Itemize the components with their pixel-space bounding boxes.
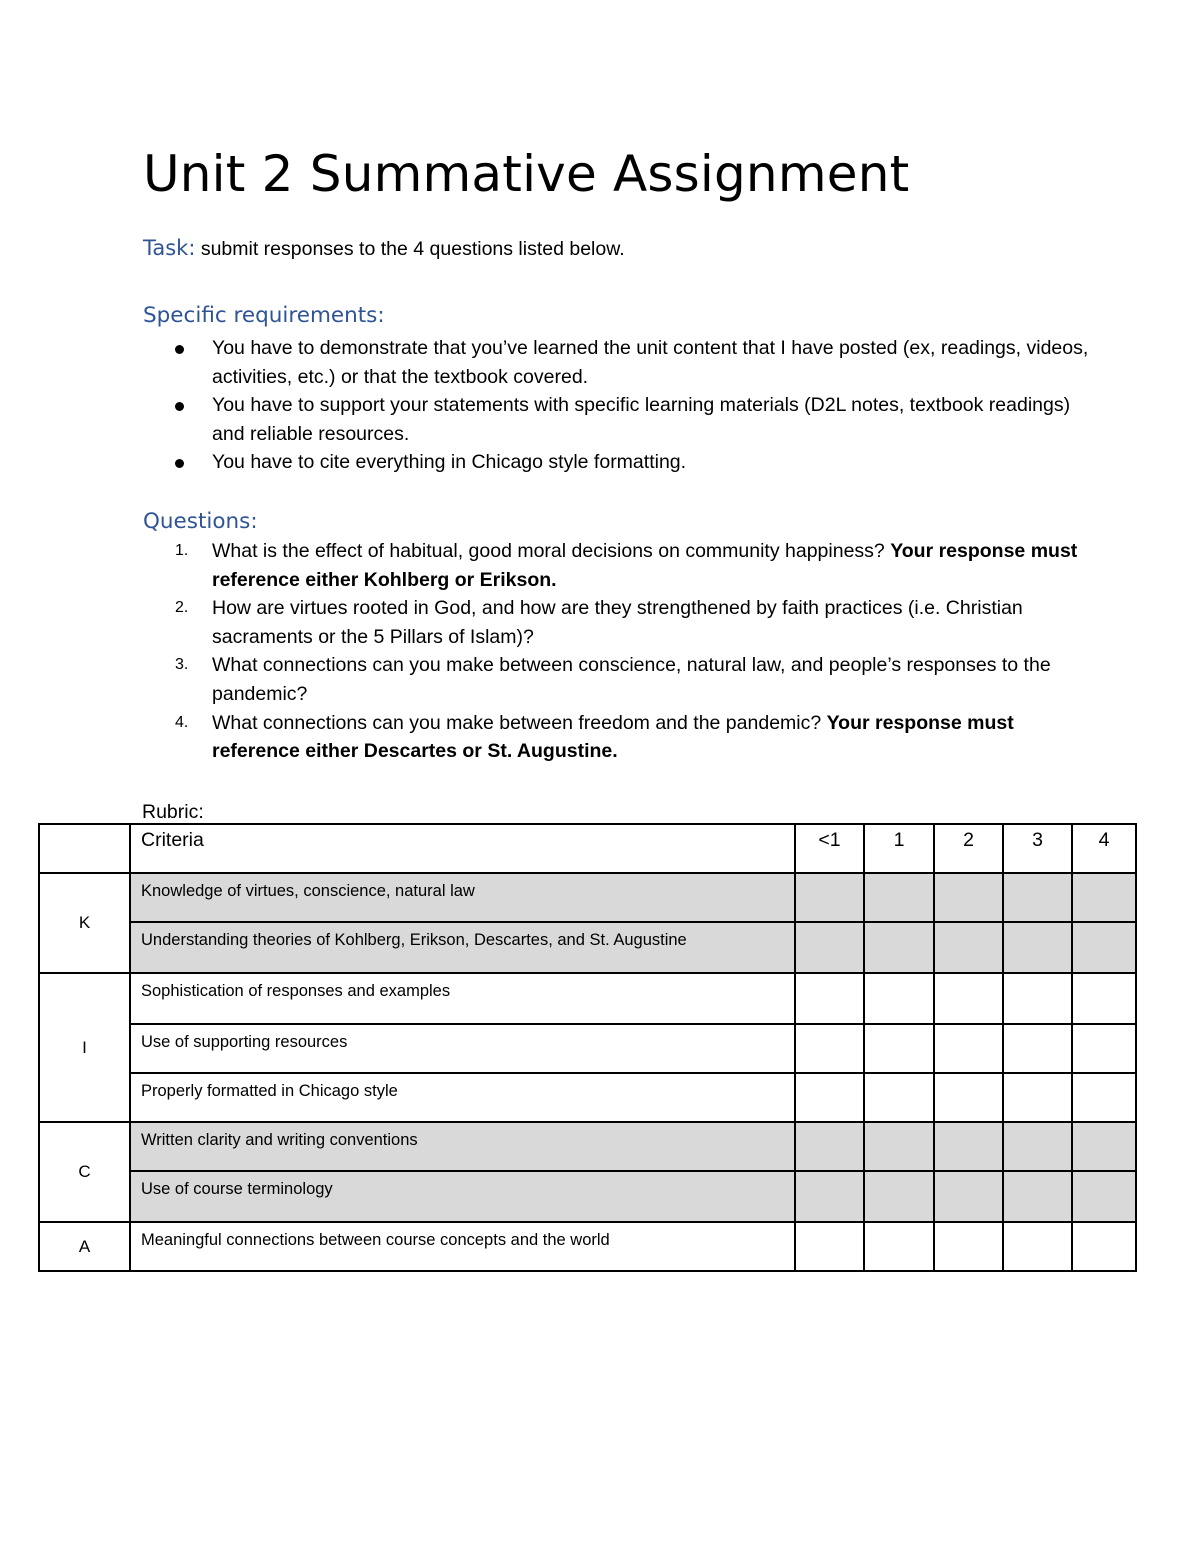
- table-row: [39, 1222, 1136, 1271]
- requirements-list: [212, 334, 1092, 477]
- score-header: 2: [934, 824, 1003, 873]
- score-cell[interactable]: [1003, 1073, 1072, 1122]
- question-text: What connections can you make between conscience, natural law, and people’s responses to the pandemic?: [212, 654, 1051, 705]
- criterion-cell: Meaningful connections between course concepts and the world: [130, 1222, 795, 1271]
- questions-heading: Questions:: [143, 509, 258, 534]
- score-cell[interactable]: [864, 1222, 934, 1271]
- page-title: Unit 2 Summative Assignment: [143, 145, 910, 203]
- score-header: 1: [864, 824, 934, 873]
- question-number: 2.: [175, 599, 189, 617]
- score-cell[interactable]: [1072, 873, 1136, 922]
- empty-cell: [39, 824, 130, 873]
- score-cell[interactable]: [795, 922, 864, 973]
- score-cell[interactable]: [934, 1222, 1003, 1271]
- question-text: What is the effect of habitual, good moral decisions on community happiness?: [212, 540, 891, 562]
- requirement-text: You have to support your statements with specific learning materials (D2L notes, textbook readings) and reliable resources.: [212, 394, 1071, 445]
- score-cell[interactable]: [864, 973, 934, 1024]
- table-row: [39, 1171, 1136, 1222]
- question-number: 4.: [175, 713, 189, 731]
- criterion-cell: Properly formatted in Chicago style: [130, 1073, 795, 1122]
- task-text: submit responses to the 4 questions listed below.: [195, 238, 625, 260]
- score-cell[interactable]: [1072, 1171, 1136, 1222]
- score-cell[interactable]: [934, 973, 1003, 1024]
- bullet-icon: [175, 459, 184, 468]
- list-item: [175, 537, 1092, 594]
- criterion-cell: Use of course terminology: [130, 1171, 795, 1222]
- table-header-row: [39, 824, 1136, 873]
- table-row: [39, 1024, 1136, 1073]
- score-cell[interactable]: [934, 1073, 1003, 1122]
- question-number: 3.: [175, 656, 189, 674]
- category-code: A: [39, 1222, 130, 1271]
- score-cell[interactable]: [864, 1073, 934, 1122]
- category-code: I: [39, 973, 130, 1122]
- score-cell[interactable]: [795, 1073, 864, 1122]
- score-cell[interactable]: [864, 873, 934, 922]
- bullet-icon: [175, 345, 184, 354]
- score-cell[interactable]: [795, 1222, 864, 1271]
- score-cell[interactable]: [1003, 922, 1072, 973]
- criterion-cell: Use of supporting resources: [130, 1024, 795, 1073]
- criterion-cell: Written clarity and writing conventions: [130, 1122, 795, 1171]
- list-item: [212, 391, 1092, 448]
- questions-list: [175, 537, 1092, 766]
- score-cell[interactable]: [1072, 1024, 1136, 1073]
- score-cell[interactable]: [864, 1171, 934, 1222]
- score-cell[interactable]: [934, 1024, 1003, 1073]
- criterion-cell: Understanding theories of Kohlberg, Erikson, Descartes, and St. Augustine: [130, 922, 795, 973]
- score-cell[interactable]: [1003, 1171, 1072, 1222]
- score-cell[interactable]: [1003, 1024, 1072, 1073]
- score-cell[interactable]: [795, 1171, 864, 1222]
- score-cell[interactable]: [795, 1122, 864, 1171]
- score-cell[interactable]: [1072, 922, 1136, 973]
- score-header: 3: [1003, 824, 1072, 873]
- score-cell[interactable]: [934, 1122, 1003, 1171]
- criterion-cell: Knowledge of virtues, conscience, natural law: [130, 873, 795, 922]
- list-item: [175, 651, 1092, 708]
- question-number: 1.: [175, 542, 189, 559]
- score-cell[interactable]: [795, 1024, 864, 1073]
- score-cell[interactable]: [1072, 1222, 1136, 1271]
- question-requirement: Your response must reference either Kohlberg or Erikson.: [212, 540, 1078, 591]
- score-header: <1: [795, 824, 864, 873]
- table-row: [39, 922, 1136, 973]
- question-requirement: Your response must reference either Descartes or St. Augustine.: [212, 711, 1014, 763]
- rubric-label: Rubric:: [142, 801, 204, 823]
- score-cell[interactable]: [1003, 1222, 1072, 1271]
- score-cell[interactable]: [1072, 973, 1136, 1024]
- table-row: [39, 873, 1136, 922]
- question-text: How are virtues rooted in God, and how are they strengthened by faith practices (i.e. Christian sacraments or the 5 Pillars of Islam)?: [212, 597, 1023, 648]
- score-cell[interactable]: [934, 1171, 1003, 1222]
- requirements-heading: Specific requirements:: [143, 303, 385, 328]
- category-code: C: [39, 1122, 130, 1222]
- score-cell[interactable]: [1003, 873, 1072, 922]
- score-cell[interactable]: [934, 922, 1003, 973]
- score-cell[interactable]: [795, 873, 864, 922]
- score-cell[interactable]: [864, 922, 934, 973]
- list-item: [175, 709, 1092, 766]
- criterion-cell: Sophistication of responses and examples: [130, 973, 795, 1024]
- table-row: [39, 973, 1136, 1024]
- score-cell[interactable]: [1003, 973, 1072, 1024]
- list-item: [212, 334, 1092, 391]
- score-header: 4: [1072, 824, 1136, 873]
- task-line: [143, 232, 625, 265]
- task-label: Task:: [143, 236, 196, 260]
- category-code: K: [39, 873, 130, 973]
- score-cell[interactable]: [1003, 1122, 1072, 1171]
- score-cell[interactable]: [1072, 1073, 1136, 1122]
- table-row: [39, 1073, 1136, 1122]
- question-text: What connections can you make between freedom and the pandemic?: [212, 711, 827, 734]
- list-item: [212, 448, 1092, 477]
- score-cell[interactable]: [864, 1024, 934, 1073]
- criteria-header: Criteria: [130, 824, 795, 873]
- table-row: [39, 1122, 1136, 1171]
- score-cell[interactable]: [864, 1122, 934, 1171]
- score-cell[interactable]: [1072, 1122, 1136, 1171]
- list-item: [175, 594, 1092, 651]
- requirement-text: You have to demonstrate that you’ve learned the unit content that I have posted (ex, readings, videos, activities, etc.) or that the textbook covered.: [212, 337, 1089, 388]
- score-cell[interactable]: [934, 873, 1003, 922]
- bullet-icon: [175, 402, 184, 411]
- score-cell[interactable]: [795, 973, 864, 1024]
- requirement-text: You have to cite everything in Chicago style formatting.: [212, 451, 687, 474]
- rubric-table: [38, 823, 1137, 1272]
